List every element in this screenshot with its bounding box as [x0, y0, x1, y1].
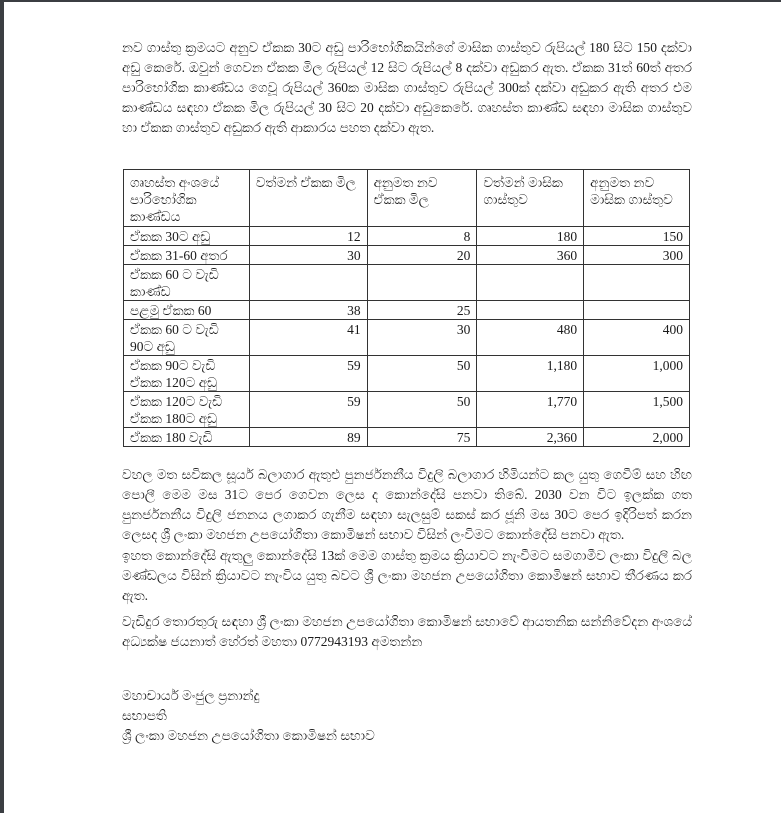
cell-current-unit: 38	[249, 301, 367, 320]
cell-new-unit: 50	[367, 392, 477, 428]
cell-current-monthly: 1,770	[477, 392, 584, 428]
cell-current-unit: 59	[249, 392, 367, 428]
cell-new-unit: 30	[367, 320, 477, 356]
table-row	[124, 265, 690, 301]
table-row	[124, 392, 690, 428]
cell-current-unit: 30	[249, 246, 367, 265]
cell-new-unit	[367, 265, 477, 301]
cell-current-monthly: 1,180	[477, 356, 584, 392]
cell-current-unit: 89	[249, 428, 367, 447]
cell-new-unit: 50	[367, 356, 477, 392]
intro-paragraph: නව ගාස්තු ක්‍රමයට අනුව ඒකක 30ට අඩු පාරිභෝගිකයින්ගේ මාසික ගාස්තුව රුපියල් 180 සිට 150 දක්වා අඩු කෙරේ. ඔවුන් ගෙවන ඒකක මිල රුපියල් 12 සිට රුපියල් 8 දක්වා අඩුකර ඇත. ඒකක 31ත් 60ත් අතර පාරිභෝගික කාණ්ඩය ගෙවූ රුපියල් 360ක මාසික ගාස්තුව රුපියල් 300ක් දක්වා අඩුකර ඇති අතර එම කාණ්ඩය සඳහා ඒකක මිල රුපියල් 30 සිට 20 දක්වා අඩුකෙරේ. ගෘහස්ත කාණ්ඩ සඳහා මාසික ගාස්තුව හා ඒකක ගාස්තුව අඩුකර ඇති ආකාරය පහත දක්වා ඇත.	[122, 40, 692, 135]
cell-new-unit: 25	[367, 301, 477, 320]
cell-current-unit	[249, 265, 367, 301]
table-row	[124, 320, 690, 356]
cell-new-monthly	[584, 301, 690, 320]
cell-new-unit: 20	[367, 246, 477, 265]
cell-current-monthly: 480	[477, 320, 584, 356]
cell-category: ඒකක 180 වැඩි	[124, 428, 250, 447]
cell-category: ඒකක 90ට වැඩි ඒකක 120ට අඩු	[124, 356, 250, 392]
header-new-monthly-fee: අනුමත නව මාසික ගාස්තුව	[584, 170, 690, 227]
cell-new-unit: 8	[367, 227, 477, 246]
cell-new-monthly: 1,500	[584, 392, 690, 428]
cell-category: ඒකක 60 ට වැඩි කාණ්ඩ	[124, 265, 250, 301]
signatory-title: සභාපති	[122, 708, 167, 723]
cell-current-unit: 12	[249, 227, 367, 246]
cell-current-monthly: 180	[477, 227, 584, 246]
header-current-monthly-fee: වත්මන් මාසික ගාස්තුව	[477, 170, 584, 227]
cell-new-monthly: 150	[584, 227, 690, 246]
table-header-row	[124, 170, 690, 227]
cell-current-unit: 41	[249, 320, 367, 356]
cell-current-monthly	[477, 265, 584, 301]
header-new-unit-price: අනුමත නව ඒකක මිල	[367, 170, 477, 227]
cell-new-monthly: 300	[584, 246, 690, 265]
conditions-paragraph: ඉහත කොන්දේසි ඇතුලු කොන්දේසි 13ක් මෙම ගාස්තු ක්‍රමය ක්‍රියාවට නැංවීමට සමගාමීව ලංකා විදුලි බල මණ්ඩලය විසින් ක්‍රියාවට නැංවිය යුතු බවට ශ්‍රී ලංකා මහජන උපයෝගිතා කොමිෂන් සභාව තීරණය කර ඇත.	[122, 548, 692, 603]
table-row	[124, 301, 690, 320]
cell-new-monthly: 1,000	[584, 356, 690, 392]
signatory-name: මහාචාර්ය මංජුල ප්‍රනාන්දු	[122, 688, 260, 703]
contact-paragraph: වැඩිදුර තොරතුරු සඳහා ශ්‍රී ලංකා මහජන උපයෝගිතා කොමිෂන් සභාවේ ආයතනික සන්නිවේදන අංශයේ අධ්‍යක්ෂ ජයනාත් හේරත් මහතා 0772943193 අමතන්න	[122, 614, 692, 649]
cell-category: ඒකක 31-60 අතර	[124, 246, 250, 265]
table-row	[124, 356, 690, 392]
rooftop-solar-paragraph: වහල මත සවිකල සූර්ය බලාගාර ඇතුළු පුනර්ජනනීය විදුලි බලාගාර හිමියන්ට කල යුතු ගෙවීම් සහ හිඟ පොලී මෙම මස 31ට පෙර ගෙවන ලෙස ද කොන්දේසි පනවා තිබේ. 2030 වන විට ඉලක්ක ගත පුනර්ජනනීය විදුලි ජනනය ලගාකර ගැනීම සඳහා සැලසුම් සකස් කර ජූනි මස 30ට පෙර ඉදිරිපත් කරන ලෙසද ශ්‍රී ලංකා මහජන උපයෝගිතා කොමිෂන් සභාව විසින් ලංවිමට කොන්දේසි පනවා ඇත.	[122, 467, 692, 542]
header-current-unit-price: වත්මන් ඒකක මිල	[249, 170, 367, 227]
cell-category: පළමු ඒකක 60	[124, 301, 250, 320]
cell-current-unit: 59	[249, 356, 367, 392]
tariff-table	[123, 169, 690, 447]
cell-current-monthly	[477, 301, 584, 320]
header-category: ගෘහස්ත අංශයේ පාරිභෝගික කාණ්ඩය	[124, 170, 250, 227]
cell-new-unit: 75	[367, 428, 477, 447]
cell-current-monthly: 360	[477, 246, 584, 265]
table-row	[124, 428, 690, 447]
table-row	[124, 246, 690, 265]
cell-current-monthly: 2,360	[477, 428, 584, 447]
table-row	[124, 227, 690, 246]
signature-block	[122, 686, 375, 746]
cell-new-monthly	[584, 265, 690, 301]
cell-new-monthly: 2,000	[584, 428, 690, 447]
cell-category: ඒකක 120ට වැඩි ඒකක 180ට අඩු	[124, 392, 250, 428]
cell-new-monthly: 400	[584, 320, 690, 356]
cell-category: ඒකක 30ට අඩු	[124, 227, 250, 246]
cell-category: ඒකක 60 ට වැඩි 90ට අඩු	[124, 320, 250, 356]
signatory-organization: ශ්‍රී ලංකා මහජන උපයෝගිතා කොමිෂන් සභාව	[122, 728, 375, 743]
